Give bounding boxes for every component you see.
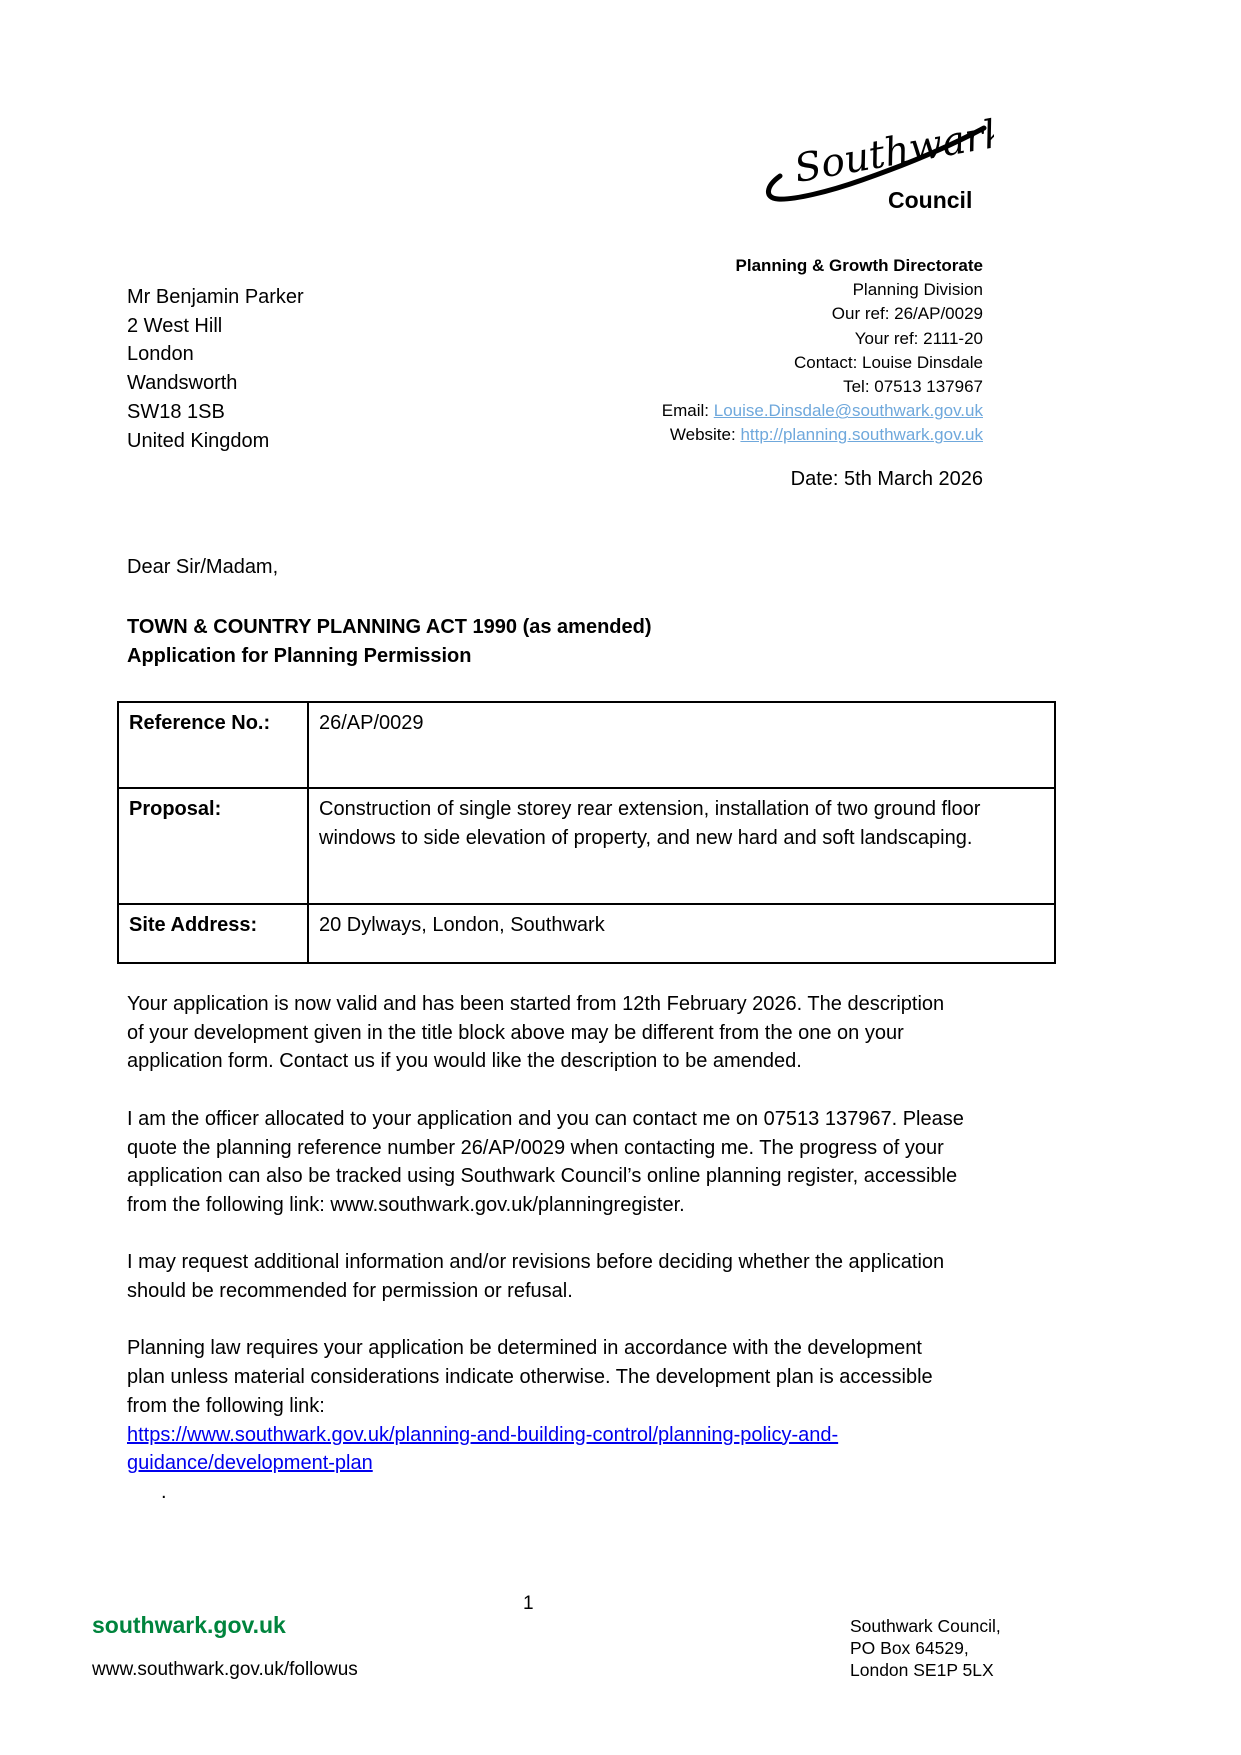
letter-date: Date: 5th March 2026 <box>790 468 983 490</box>
sender-our-ref: Our ref: 26/AP/0029 <box>831 304 983 324</box>
paragraph-4-suffix: . <box>161 1480 167 1503</box>
reference-label-cell: Reference No.: <box>118 702 308 788</box>
application-details <box>117 701 1056 964</box>
subject-heading <box>127 613 652 671</box>
paragraph-4-text: Planning law requires your application be determined in accordance with the development plan unless material considerations indicate otherwise. The development plan is accessible from the following link: <box>127 1337 933 1417</box>
site-address-value-cell: 20 Dylways, London, Southwark <box>308 904 1055 963</box>
sender-division: Planning Division <box>852 280 983 300</box>
subject-line-1: TOWN & COUNTRY PLANNING ACT 1990 (as amended) <box>127 616 652 638</box>
recipient-address-block <box>127 283 304 455</box>
footer-site-url: southwark.gov.uk <box>92 1612 286 1638</box>
footer-council-address <box>850 1616 1001 1681</box>
sender-info-block <box>662 254 983 448</box>
footer-address-line: Southwark Council, <box>850 1616 1001 1636</box>
body-paragraph-1: Your application is now valid and has been started from 12th February 2026. The description of your development given in the title block above may be different from the one on your application form. Contact us if you would like the description to be amended. <box>127 993 945 1073</box>
site-address-label-cell: Site Address: <box>118 904 308 963</box>
table-row-reference <box>118 702 1055 788</box>
footer-follow-url: www.southwark.gov.uk/followus <box>92 1659 358 1680</box>
sender-tel: Tel: 07513 137967 <box>843 377 983 397</box>
letter-body <box>127 990 965 1507</box>
email-link[interactable]: Louise.Dinsdale@southwark.gov.uk <box>713 401 983 421</box>
email-label: Email: <box>661 401 709 421</box>
page-number: 1 <box>523 1593 534 1614</box>
logo-script-text: Southwark <box>791 110 994 192</box>
proposal-label-cell: Proposal: <box>118 788 308 904</box>
footer-address-line: London SE1P 5LX <box>850 1659 994 1680</box>
reference-value-cell: 26/AP/0029 <box>308 702 1055 788</box>
logo-council-text: Council <box>888 187 973 213</box>
recipient-city: London <box>127 343 194 366</box>
development-plan-link[interactable]: https://www.southwark.gov.uk/planning-and-building-control/planning-policy-and-guidance/development-plan <box>127 1423 839 1475</box>
body-paragraph-3: I may request additional information and/or revisions before deciding whether the application should be recommended for permission or refusal. <box>127 1251 945 1302</box>
subject-line-2: Application for Planning Permission <box>127 645 472 667</box>
sender-email-line <box>662 399 983 423</box>
sender-directorate: Planning & Growth Directorate <box>735 256 983 275</box>
salutation: Dear Sir/Madam, <box>127 556 279 578</box>
table-row-site-address <box>118 904 1055 963</box>
website-label: Website: <box>669 425 736 445</box>
recipient-postcode: SW18 1SB <box>127 400 225 423</box>
recipient-street: 2 West Hill <box>127 314 223 337</box>
application-details-table <box>117 701 1056 964</box>
proposal-value-cell: Construction of single storey rear extension, installation of two ground floor windows to side elevation of property, and new hard and soft landscaping. <box>308 788 1055 904</box>
southwark-logo-graphic <box>758 102 994 220</box>
recipient-borough: Wandsworth <box>127 372 238 395</box>
recipient-name: Mr Benjamin Parker <box>127 286 304 308</box>
website-link[interactable]: http://planning.southwark.gov.uk <box>740 425 983 445</box>
table-row-proposal <box>118 788 1055 904</box>
body-paragraph-4 <box>127 1334 965 1506</box>
footer-address-line: PO Box 64529, <box>850 1637 969 1658</box>
sender-contact: Contact: Louise Dinsdale <box>793 352 983 372</box>
body-paragraph-2: I am the officer allocated to your application and you can contact me on 07513 137967. Please quote the planning reference number 26/AP/0029 when contacting me. The progress of your application can also be tracked using Southwark Council’s online planning register, accessible from the following link: www.southwark.gov.uk/planningregister. <box>127 1107 964 1216</box>
southwark-council-logo <box>758 102 994 220</box>
sender-website-line <box>662 423 983 447</box>
sender-your-ref: Your ref: 2111-20 <box>854 328 983 348</box>
recipient-country: United Kingdom <box>127 429 270 452</box>
